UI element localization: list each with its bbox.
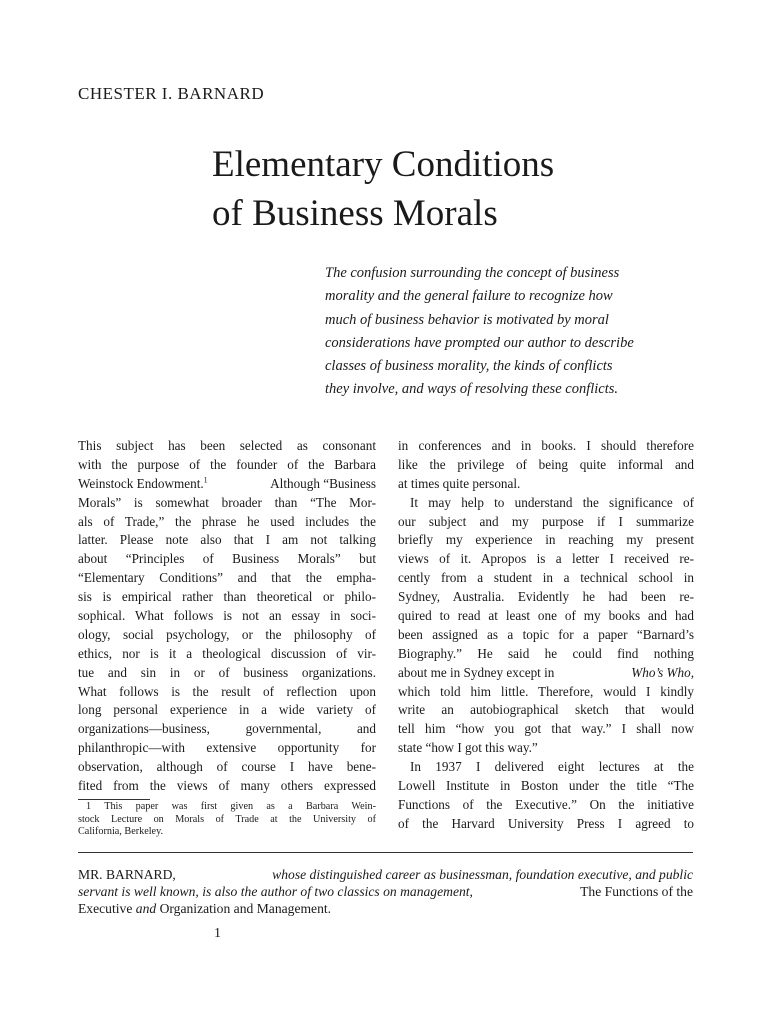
- body-line: quired to read at least one of my books and had: [398, 608, 694, 624]
- body-line: state “how I got this way.”: [398, 740, 538, 756]
- body-line: of the Harvard University Press I agreed to: [398, 815, 694, 831]
- footnote: [78, 801, 376, 839]
- abstract-line: The confusion surrounding the concept of business: [325, 265, 620, 281]
- bio-book-title: Organization and Management.: [159, 901, 332, 916]
- bio-line: [78, 883, 693, 900]
- body-line: Lowell Institute in Boston under the title “The: [398, 778, 694, 794]
- abstract-line: much of business behavior is motivated by moral: [325, 311, 609, 328]
- body-line: briefly my experience in reaching my present: [398, 532, 694, 548]
- body-line: What follows is the result of reflection upon: [78, 683, 376, 699]
- body-line: Sydney, Australia. Evidently he had been re-: [398, 589, 694, 605]
- body-line: observation, although of course I have bene-: [78, 759, 376, 775]
- abstract: [325, 262, 695, 402]
- body-line: It may help to understand the significance of: [410, 494, 694, 510]
- bio-book-title: The Functions of the: [580, 884, 693, 899]
- bio-text: servant is well known, is also the author of two classics on management,: [78, 884, 473, 899]
- body-line: [398, 664, 694, 683]
- bio-author-name: MR. BARNARD,: [78, 867, 176, 882]
- body-column-left: [78, 437, 376, 796]
- author-bio: [78, 866, 693, 917]
- body-line: This subject has been selected as consonant: [78, 438, 376, 453]
- body-line: like the privilege of being quite informal and: [398, 456, 694, 472]
- body-line: organizations—business, governmental, and: [78, 721, 376, 737]
- body-text: Weinstock Endowment.: [78, 475, 204, 491]
- body-text: about me in Sydney except in: [398, 664, 555, 680]
- body-column-right: [398, 437, 694, 834]
- body-line: Functions of the Executive.” On the initiative: [398, 796, 694, 812]
- article-title: [212, 140, 554, 238]
- body-line: ology, social psychology, or the philosophy of: [78, 626, 376, 642]
- footnote-reference: 1: [203, 475, 208, 485]
- body-line: tell him “how you got that way.” I shall now: [398, 721, 694, 737]
- body-line: latter. Please note also that I am not talking: [78, 532, 376, 548]
- title-line-1: Elementary Conditions: [212, 144, 555, 185]
- footnote-line: 1 This paper was first given as a Barbara Wein-: [86, 801, 376, 812]
- body-line: [78, 475, 376, 494]
- bio-line: [78, 900, 693, 917]
- body-text-italic: Who’s Who,: [631, 664, 694, 680]
- body-line: sophical. What follows is not an essay in soci-: [78, 608, 376, 624]
- footnote-line: California, Berkeley.: [78, 826, 164, 837]
- page-number: 1: [214, 926, 221, 941]
- bio-text: and: [135, 901, 157, 916]
- body-line: sis is empirical rather than theoretical or philo-: [78, 589, 376, 605]
- body-line: Biography.” He said he could find nothing: [398, 645, 694, 661]
- bio-line: [78, 866, 693, 883]
- abstract-line: classes of business morality, the kinds of conflicts: [325, 358, 613, 375]
- abstract-line: considerations have prompted our author to describe: [325, 334, 634, 351]
- body-line: at times quite personal.: [398, 475, 521, 491]
- body-line: views of it. Apropos is a letter I received re-: [398, 551, 694, 567]
- footnote-divider: [78, 799, 150, 800]
- body-line: about “Principles of Business Morals” but: [78, 551, 376, 567]
- body-line: with the purpose of the founder of the Barbara: [78, 456, 376, 472]
- body-line: als of Trade,” the phrase he used includes the: [78, 513, 376, 529]
- body-line: which told him little. Therefore, would I kindly: [398, 683, 694, 699]
- body-line: ethics, nor is it a theological discussion of vir-: [78, 645, 376, 661]
- bio-divider: [78, 852, 693, 853]
- body-line: In 1937 I delivered eight lectures at the: [410, 759, 694, 775]
- body-line: tue and sin in or of business organizations.: [78, 664, 376, 680]
- body-line: in conferences and in books. I should therefore: [398, 438, 694, 453]
- abstract-line: they involve, and ways of resolving these conflicts.: [325, 381, 619, 398]
- body-line: cently from a student in a technical school in: [398, 570, 694, 586]
- abstract-line: morality and the general failure to recognize how: [325, 288, 613, 305]
- body-line: philanthropic—with extensive opportunity for: [78, 740, 376, 756]
- body-line: been assigned as a topic for a paper “Barnard’s: [398, 626, 694, 642]
- body-line: Morals” is somewhat broader than “The Mor-: [78, 494, 376, 510]
- body-line: write an autobiographical sketch that would: [398, 702, 694, 718]
- body-line: “Elementary Conditions” and that the empha-: [78, 570, 376, 586]
- body-line: long personal experience in a wide variety of: [78, 702, 376, 718]
- bio-book-title: Executive: [78, 901, 133, 916]
- footnote-line: stock Lecture on Morals of Trade at the University of: [78, 813, 376, 825]
- title-line-2: of Business Morals: [212, 193, 498, 234]
- author-name: CHESTER I. BARNARD: [78, 84, 265, 103]
- body-line: our subject and my purpose if I summarize: [398, 513, 694, 529]
- body-text: Although “Business: [270, 475, 376, 491]
- bio-text: whose distinguished career as businessman, foundation executive, and public: [272, 867, 693, 882]
- body-line: fited from the views of many others expressed: [78, 778, 376, 794]
